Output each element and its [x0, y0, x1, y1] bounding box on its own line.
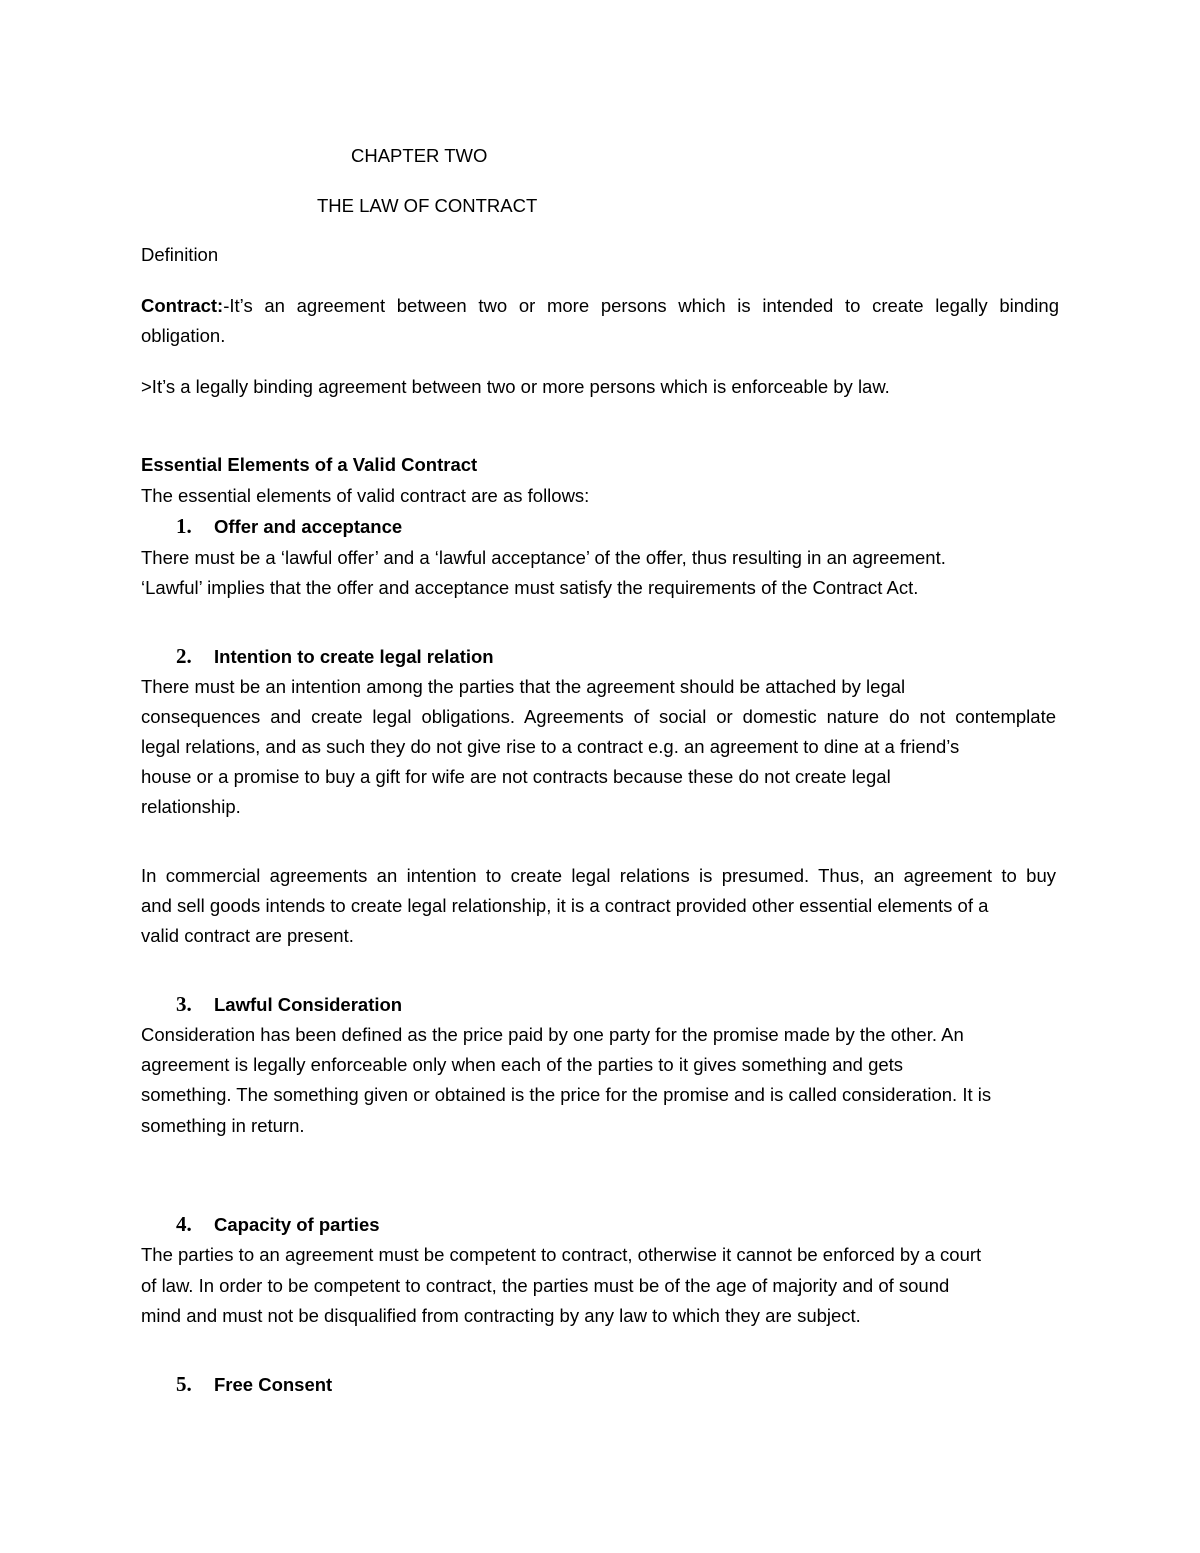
item-2-extra-line-2: and sell goods intends to create legal relationship, it is a contract provided other essential elements of a	[141, 895, 989, 916]
item-1-line-1: There must be a ‘lawful offer’ and a ‘lawful acceptance’ of the offer, thus resulting in an agreement.	[141, 547, 946, 568]
item-3-line-4: something in return.	[141, 1115, 305, 1136]
item-4-title: Capacity of parties	[214, 1214, 380, 1235]
item-4-line-2: of law. In order to be competent to contract, the parties must be of the age of majority and of sound	[141, 1275, 950, 1296]
definition-heading: Definition	[141, 244, 219, 265]
item-4-number: 4.	[176, 1212, 192, 1236]
item-2-extra-line-3: valid contract are present.	[141, 925, 354, 946]
chapter-heading: CHAPTER TWO	[351, 145, 488, 166]
item-4-line-1: The parties to an agreement must be competent to contract, otherwise it cannot be enforced by a court	[141, 1244, 982, 1265]
essentials-intro: The essential elements of valid contract are as follows:	[141, 485, 590, 506]
item-1-title: Offer and acceptance	[214, 516, 403, 537]
definition-alternative: >It’s a legally binding agreement between two or more persons which is enforceable by law.	[141, 376, 890, 397]
item-3-line-3: something. The something given or obtained is the price for the promise and is called consideration. It is	[141, 1084, 992, 1105]
item-2-line-2: consequences and create legal obligations. Agreements of social or domestic nature do not contemplate	[141, 706, 1056, 727]
item-1-number: 1.	[176, 514, 192, 538]
item-2-line-1: There must be an intention among the parties that the agreement should be attached by legal	[141, 676, 906, 697]
item-5-number: 5.	[176, 1372, 192, 1396]
item-3-title: Lawful Consideration	[214, 994, 403, 1015]
definition-text: -It’s an agreement between two or more persons which is intended to create legally binding	[223, 295, 1059, 316]
item-2-line-3: legal relations, and as such they do not give rise to a contract e.g. an agreement to dine at a friend’s	[141, 736, 960, 757]
definition-paragraph-line2: obligation.	[141, 325, 226, 346]
item-4-line-3: mind and must not be disqualified from contracting by any law to which they are subject.	[141, 1305, 861, 1326]
item-1-line-2: ‘Lawful’ implies that the offer and acceptance must satisfy the requirements of the Contract Act.	[141, 577, 919, 598]
item-3-line-1: Consideration has been defined as the price paid by one party for the promise made by the other. An	[141, 1024, 964, 1045]
item-2-line-4: house or a promise to buy a gift for wife are not contracts because these do not create legal	[141, 766, 891, 787]
contract-term: Contract:	[141, 295, 224, 316]
document-title: THE LAW OF CONTRACT	[317, 195, 538, 216]
item-2-line-5: relationship.	[141, 796, 241, 817]
item-2-number: 2.	[176, 644, 192, 668]
item-5-title: Free Consent	[214, 1374, 333, 1395]
item-3-line-2: agreement is legally enforceable only when each of the parties to it gives something and gets	[141, 1054, 904, 1075]
definition-paragraph-line1	[141, 297, 1059, 316]
item-3-number: 3.	[176, 992, 192, 1016]
item-2-extra-line-1: In commercial agreements an intention to create legal relations is presumed. Thus, an agreement to buy	[141, 865, 1056, 886]
item-2-title: Intention to create legal relation	[214, 646, 494, 667]
essentials-heading: Essential Elements of a Valid Contract	[141, 454, 478, 475]
